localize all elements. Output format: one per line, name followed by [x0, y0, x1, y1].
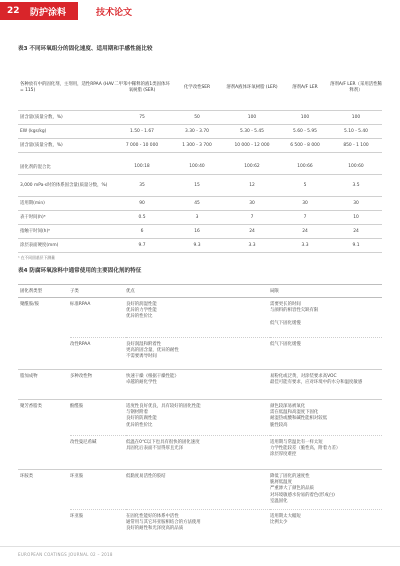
cons-cell: 易粉化或泛黄，对涂装要求高VOC 最佳可能有要求，应对环境中的水分和温度敏感: [270, 370, 382, 400]
table-cell: 5.60 - 5.95: [280, 124, 330, 138]
table-cell: 3,000 mPa·s时的体系固含量(质量分数，%): [18, 174, 114, 196]
table-cell: 850 - 1 100: [330, 138, 382, 152]
table3-header-cell: 各种放有中的固化剂，主剂用，适性RPAA (HAV = 115): [18, 66, 114, 110]
cons-cell: 颜色较深易被氧化 需在低温和高湿度下固化 耐湿热或酸和碱性能相对较低 脆性较高: [270, 400, 382, 436]
section-title: 技术论文: [96, 7, 133, 18]
page-number: 22: [0, 2, 26, 20]
table-cell: 12: [224, 174, 280, 196]
curing-agent-type: 聚酰胺/胺: [20, 302, 40, 307]
table-cell: 3: [170, 210, 224, 224]
table-cell: 24: [280, 224, 330, 238]
curing-agent-type: 脂加成物: [18, 370, 70, 400]
pros-cell: 快速干燥《根据干燥性能》 卓越的耐化学性: [126, 370, 270, 400]
table-row: [18, 370, 382, 400]
pros-cell: 低黏度易活性的胶结: [126, 470, 270, 510]
table-cell: 100:62: [224, 160, 280, 174]
table3: [18, 66, 382, 253]
table-cell: 30: [330, 196, 382, 210]
table4-header-cell: 固化剂类型: [18, 285, 70, 298]
pros-cell: 低温在0℃以下也具有很快的固化速度 具固化后表面不显得厚且光泽: [126, 436, 270, 470]
table-cell: 固含量(质量分数，%): [18, 110, 114, 124]
cons-cell: 适用期太大幅短 比例太少: [270, 510, 382, 540]
table3-header-cell: 溶剂A/F LER（采用活性稀释剂）: [330, 66, 382, 110]
table-row: [18, 238, 382, 252]
table-cell: 固含量(质量分数，%): [18, 138, 114, 152]
table-row: [18, 160, 382, 174]
table3-caption: 表3 不同环氧组分的固化速度、适用期和手感性能比较: [18, 46, 153, 52]
table-cell: 15: [170, 174, 224, 196]
table-cell: 5: [280, 174, 330, 196]
table-cell: 10 000 - 12 000: [224, 138, 280, 152]
table3-header-row: [18, 66, 382, 110]
pros-cell: 良好的润湿性能 优异的力学性能 优异的性价比: [126, 302, 157, 320]
table-cell: 100:60: [330, 160, 382, 174]
table-row: [18, 298, 382, 338]
table3-footnote: ᵃ 在不同固基层下测量: [18, 255, 55, 260]
pros-cell: 在固化性能好的体系中活性 通常用与其它环亚胺相结合的方法使用 良好的耐性和光泽度高的品质: [126, 510, 270, 540]
table-cell: 固化剂的混合比: [18, 160, 114, 174]
cons-cell: 降低了固化的速度性 脆屑低温度 严重渗大了颜色的品质 对环境敏感水份易的着色(形成白) 室温固化: [270, 470, 382, 510]
table-row: [18, 210, 382, 224]
table-cell: 3.30 - 3.70: [170, 124, 224, 138]
table-spacer: [18, 152, 382, 160]
sub-type: 改性曼尼希碱: [70, 436, 126, 470]
table-cell: 24: [330, 224, 382, 238]
table-row: [18, 110, 382, 124]
table-cell: 3.5: [330, 174, 382, 196]
table-cell: 100: [330, 110, 382, 124]
table-cell: 6: [114, 224, 170, 238]
table4-header-row: [18, 285, 382, 298]
table-cell: 3.3: [224, 238, 280, 252]
sub-type: 环亚胺: [70, 510, 126, 540]
table-cell: 45: [170, 196, 224, 210]
table-cell: 100:66: [280, 160, 330, 174]
table-cell: 90: [114, 196, 170, 210]
footer-divider: [0, 546, 400, 547]
cons-cell: 适用期与常温比有一样太短 力学性能较差（脆性高，附着力差） 涂层厚度难控: [270, 436, 382, 470]
table-row: [18, 124, 382, 138]
table-cell: 16: [170, 224, 224, 238]
table-cell: 75: [114, 110, 170, 124]
table-cell: 30: [280, 196, 330, 210]
table-cell: 3.3: [280, 238, 330, 252]
table3-header-cell: 溶剂A/F LER: [280, 66, 330, 110]
table-cell: 50: [170, 110, 224, 124]
table-row: [18, 510, 382, 540]
table-cell: 1.50 - 1.67: [114, 124, 170, 138]
table-cell: 5.30 - 5.45: [224, 124, 280, 138]
table-row: [18, 338, 382, 370]
table-cell: 7 000 - 10 000: [114, 138, 170, 152]
table-cell: 1 300 - 3 700: [170, 138, 224, 152]
cons-cell: 需要更长的时间 与颜料的相容性欠缺有限 低气下固化缓慢: [270, 302, 319, 326]
table-cell: 0.5: [114, 210, 170, 224]
table4-header-cell: 局限: [270, 285, 382, 298]
table-cell: 35: [114, 174, 170, 196]
table-cell: 100:40: [170, 160, 224, 174]
page-footer: EUROPEAN COATINGS JOURNAL 02 – 2018: [18, 552, 113, 557]
table-cell: 7: [280, 210, 330, 224]
table4-header-cell: 优点: [126, 285, 270, 298]
table4-caption: 表4 防腐环氧涂料中通常使用的主要固化剂的特征: [18, 268, 142, 274]
pros-cell: 适度性良好优良，具有较好的固化性能 与钢材附着 良好的防腐性能 优异的性价比: [126, 400, 270, 436]
sub-type: 标准RPAA: [70, 302, 91, 307]
table-cell: 9.1: [330, 238, 382, 252]
table-cell: 100: [280, 110, 330, 124]
pros-cell: 良好润湿和附着性 更高的固含量，优异的耐性 不需要诱导时间: [126, 338, 270, 370]
table-cell: 9.3: [170, 238, 224, 252]
table-row: [18, 470, 382, 510]
table-row: [18, 400, 382, 436]
table-row: [18, 224, 382, 238]
sub-type: 环亚胺: [70, 470, 126, 510]
sub-type: 酚醛胺: [70, 400, 126, 436]
table-cell: 5.10 - 5.40: [330, 124, 382, 138]
table-cell: 30: [224, 196, 280, 210]
table-cell: 9.7: [114, 238, 170, 252]
table-cell: 100:18: [114, 160, 170, 174]
table-cell: 100: [224, 110, 280, 124]
magazine-title: 防护涂料: [26, 2, 78, 20]
curing-agent-type: 聚芳香脂类: [18, 400, 70, 470]
table-cell: 10: [330, 210, 382, 224]
table-cell: 涂层表面硬度(mm): [18, 238, 114, 252]
table-row: [18, 436, 382, 470]
table4: [18, 284, 382, 540]
table-cell: 7: [224, 210, 280, 224]
table-row: [18, 196, 382, 210]
table-cell: 6 500 - 8 000: [280, 138, 330, 152]
sub-type: 改性RPAA: [70, 338, 126, 370]
table-cell: 适用期(min): [18, 196, 114, 210]
table-cell: EW (kgs/kg): [18, 124, 114, 138]
table4-header-cell: 子类: [70, 285, 126, 298]
curing-agent-type: 环胺类: [18, 470, 70, 540]
cons-cell: 低气下固化缓慢: [270, 338, 382, 370]
table3-header-cell: 溶剂A液体环氧树脂 (LER): [224, 66, 280, 110]
table-cell: 24: [224, 224, 280, 238]
table-cell: 表干时间(h)ᵃ: [18, 210, 114, 224]
page-header: [0, 0, 400, 22]
table3-header-cell: 化学改性SER: [170, 66, 224, 110]
table-row: [18, 174, 382, 196]
table-cell: 指触干时间(h)ᵃ: [18, 224, 114, 238]
table-row: [18, 138, 382, 152]
table3-header-cell: 二甲苯中稀释的液1类固体环氧树脂 (SER): [114, 66, 170, 110]
sub-type: 多种改性物: [70, 370, 126, 400]
